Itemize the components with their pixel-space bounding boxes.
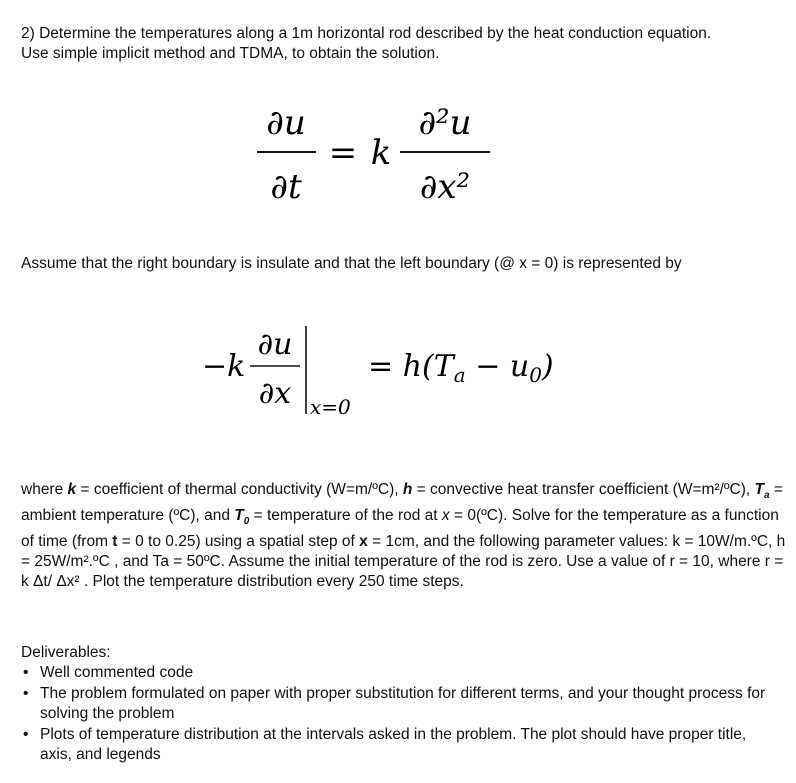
intro-line-2: Use simple implicit method and TDMA, to obtain the solution. [21,45,440,62]
eq1-lhs-denominator: ∂t [270,167,302,207]
question-intro [21,24,791,64]
eq2-evaluation-point: x=0 [310,395,351,419]
eq2-denominator: ∂x [258,376,292,411]
heat-equation [240,92,520,212]
list-item: • Well commented code [21,663,781,684]
eq1-lhs-numerator: ∂u [266,103,306,143]
intro-line-1: 2) Determine the temperatures along a 1m horizontal rod described by the heat conduction equation. [21,25,712,42]
eq1-rhs-numerator: ∂²u [418,103,472,143]
deliverables-list [21,663,781,766]
boundary-equation [200,318,580,428]
eq2-rhs: = $h(T_a - u_0)$ [368,349,554,387]
parameter-description: where k = coefficient of thermal conductivity (W=m/ºC), h = convective heat transfer coefficient (W=m²/ºC), $T_a$ = ambient temperature (ºC), and $T_0$ = temperature of the rod at x = 0(ºC). Solve for the temperature as a function of time (from t = 0 to 0.25) using a spatial step of x = 1cm, and the following parameter values: k = 10W/m.ºC, h = 25W/m².ºC , and Ta = 50ºC. Assume the initial temperature of the rod is zero. Use a value of r = 10, where r = k Δt/ Δx² . Plot the temperature distribution every 250 time steps. [21,481,786,591]
deliverables-heading: Deliverables: [21,644,111,661]
list-item: • Plots of temperature distribution at the intervals asked in the problem. The plot should have proper title, axis, and legends [21,725,781,766]
eq2-minus-k: −k [202,349,246,384]
list-item: • The problem formulated on paper with proper substitution for different terms, and your thought process for solving the problem [21,684,781,725]
boundary-statement: Assume that the right boundary is insulate and that the left boundary (@ x = 0) is represented by [21,255,682,272]
eq1-rhs-denominator: ∂x² [419,167,471,207]
eq2-numerator: ∂u [257,327,293,362]
eq1-equals: = [328,133,358,173]
eq1-k: k [370,133,392,173]
